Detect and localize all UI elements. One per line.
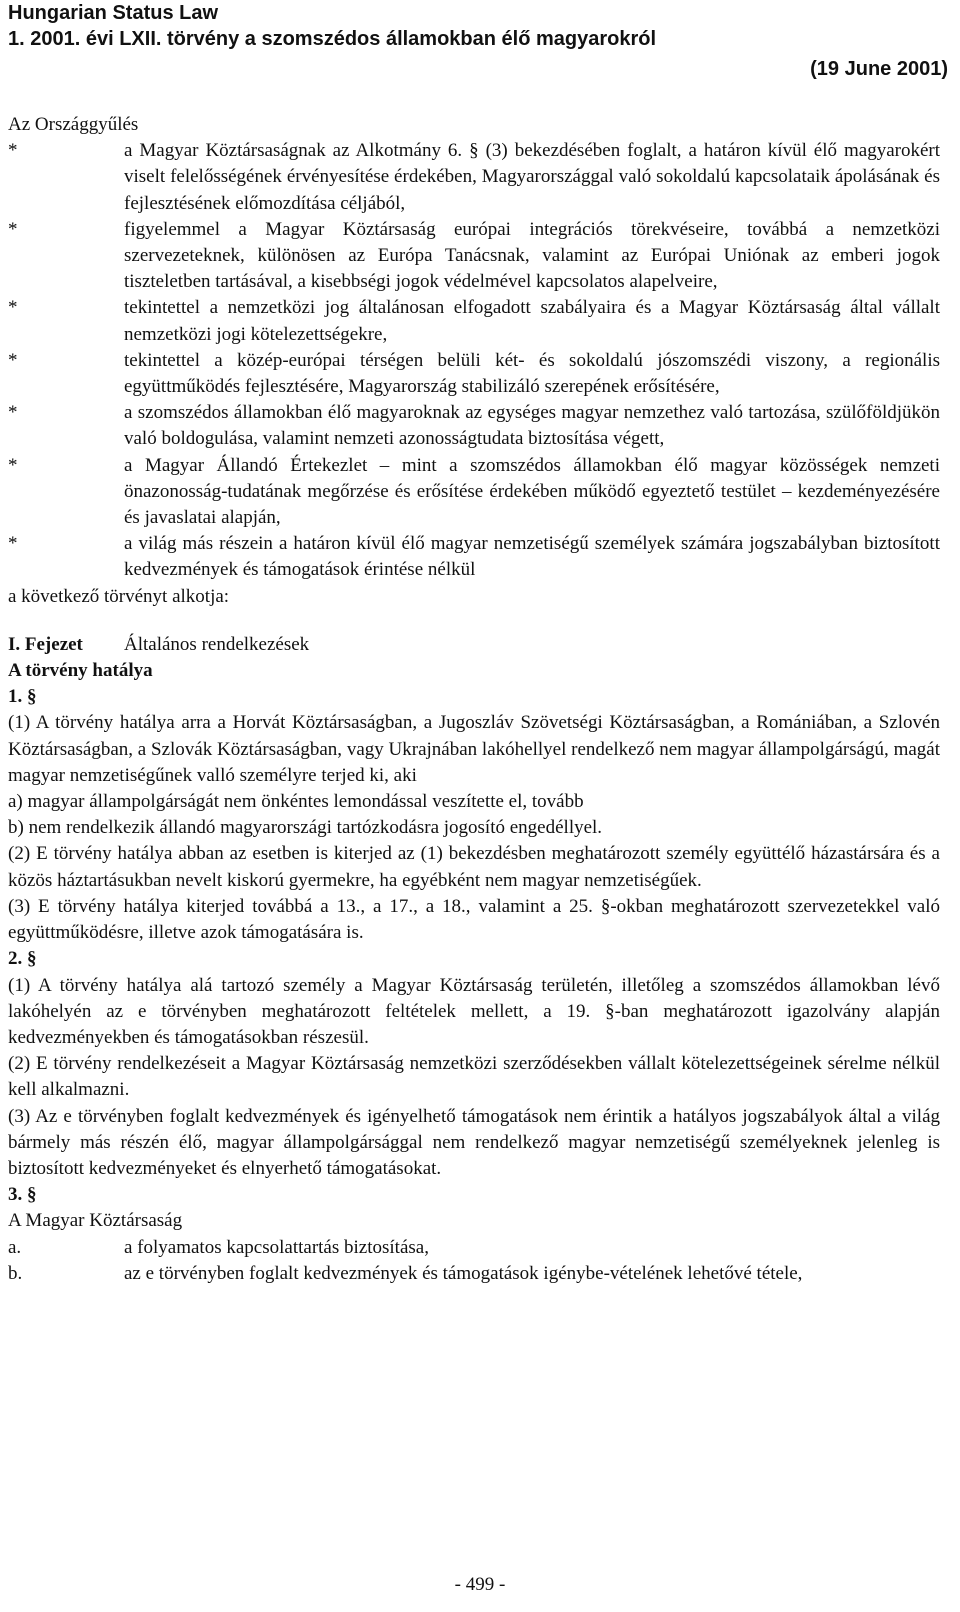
bullet-text: a Magyar Állandó Értekezlet – mint a szomszédos államokban élő magyar közösségek nemzeti önazonosság-tudatának megőrzése és erősítése érdekében működő egyeztető testület – kezdeményezésére és javaslatai alapján, [124,454,940,529]
bullet-star: * [8,533,18,555]
preamble-bullet [8,531,940,583]
preamble-intro: Az Országgyűlés [8,114,139,135]
bullet-star: * [8,402,18,424]
bullet-text: a szomszédos államokban élő magyaroknak az egységes magyar nemzethez való tartozása, szülőföldjükön való boldogulása, valamint nemzeti azonosságtudata biztosítása végett, [124,402,940,450]
document-header [8,0,948,80]
bullet-star: * [8,218,18,240]
section-heading: A törvény hatálya [8,660,153,682]
paragraph: (3) E törvény hatálya kiterjed továbbá a 13., a 17., a 18., valamint a 25. §-okban meghatározott szervezetekkel való együttműködésre, illetve azok támogatására is. [8,895,940,944]
preamble-bullet [8,217,940,296]
law-title: Hungarian Status Law [8,2,219,24]
document-body [8,112,940,1287]
bullet-text: tekintettel a közép-európai térségen belüli két- és sokoldalú jószomszédi viszony, a regionális együttműködés fejlesztésére, Magyarország stabilizáló szerepének erősítésére, [124,349,940,398]
list-text: a folyamatos kapcsolattartás biztosítása, [124,1236,429,1258]
bullet-text: figyelemmel a Magyar Köztársaság európai integrációs törekvéseire, továbbá a nemzetközi szervezeteknek, különösen az Európa Tanácsnak, valamint az Európai Uniónak az emberi jogok tiszteletben tartásával, a kisebbségi jogok védelmével kapcsolatos alapelveire, [124,218,940,293]
list-item [8,1261,940,1287]
preamble-bullet [8,348,940,400]
paragraph: (1) A törvény hatálya alá tartozó személy a Magyar Köztársaság területén, illetőleg a szomszédos államokban lévő lakóhelyén az e törvényben meghatározott feltételek mellett, a 19. §-ban meghatározott igazolvány alapján kedvezményekben és támogatásokban részesül. [8,974,940,1048]
preamble-bullet [8,453,940,532]
section-number: 2. § [8,948,37,970]
section-number: 3. § [8,1184,37,1206]
preamble-bullet [8,400,940,452]
preamble-closing: a következő törvényt alkotja: [8,585,230,607]
bullet-text: tekintettel a nemzetközi jog általánosan elfogadott szabályaira és a Magyar Köztársaság által vállalt nemzetközi jogi kötelezettségekre, [124,297,940,345]
bullet-star: * [8,349,18,371]
list-letter: b. [8,1262,23,1284]
bullet-star: * [8,140,18,162]
paragraph: A Magyar Köztársaság [8,1210,183,1232]
paragraph: (1) A törvény hatálya arra a Horvát Köztársaságban, a Jugoszláv Szövetségi Köztársaságban, a Romániában, a Szlovén Köztársaságban, a Szlovák Köztársaságban, vagy Ukrajnában lakóhellyel rendelkező nem magyar állampolgárságú, magát magyar nemzetiségűnek valló személyre terjed ki, aki [8,712,940,786]
bullet-text: a világ más részein a határon kívül élő magyar nemzetiségű személyek számára jogszabályban biztosított kedvezmények és támogatások érintése nélkül [124,533,940,581]
chapter-label: I. Fejezet [8,633,83,655]
list-item [8,1235,940,1261]
bullet-text: a Magyar Köztársaságnak az Alkotmány 6. § (3) bekezdésében foglalt, a határon kívül élő magyarokért viselt felelősségének érvényesítése érdekében, Magyarországgal való sokoldalú kapcsolataik ápolásának és fejlesztésének előmozdítása céljából, [124,140,940,214]
bullet-star: * [8,297,18,319]
law-date: (19 June 2001) [810,58,948,80]
list-letter: a. [8,1236,22,1258]
section-number: 1. § [8,686,37,708]
paragraph: b) nem rendelkezik állandó magyarországi tartózkodásra jogosító engedéllyel. [8,817,603,839]
paragraph: (2) E törvény rendelkezéseit a Magyar Köztársaság nemzetközi szerződésekben vállalt kötelezettségeinek sérelme nélkül kell alkalmazni. [8,1053,940,1101]
preamble-bullet [8,138,940,217]
bullet-star: * [8,454,18,476]
paragraph: a) magyar állampolgárságát nem önkéntes lemondással veszítette el, tovább [8,791,584,813]
paragraph: (2) E törvény hatálya abban az esetben is kiterjed az (1) bekezdésben meghatározott személy együttélő házastársára és a közös háztartásukban nevelt kiskorú gyermekre, ha egyébként nem magyar nemzetiségűek. [8,843,940,891]
paragraph: (3) Az e törvényben foglalt kedvezmények és igényelhető támogatások nem érintik a hatályos jogszabályok által a világ bármely más részén élő, magyar állampolgársággal nem rendelkező magyar nemzetiségű személyeknek jelenleg is biztosított kedvezményeket és elnyerhető támogatásokat. [8,1105,940,1179]
page-number: - 499 - [454,1574,506,1595]
list-text: az e törvényben foglalt kedvezmények és támogatások igénybe-vételének lehetővé tétele, [124,1262,803,1284]
preamble-bullet [8,295,940,347]
law-subtitle: 1. 2001. évi LXII. törvény a szomszédos államokban élő magyarokról [8,28,657,50]
chapter-heading [8,632,940,658]
chapter-title: Általános rendelkezések [124,633,310,655]
